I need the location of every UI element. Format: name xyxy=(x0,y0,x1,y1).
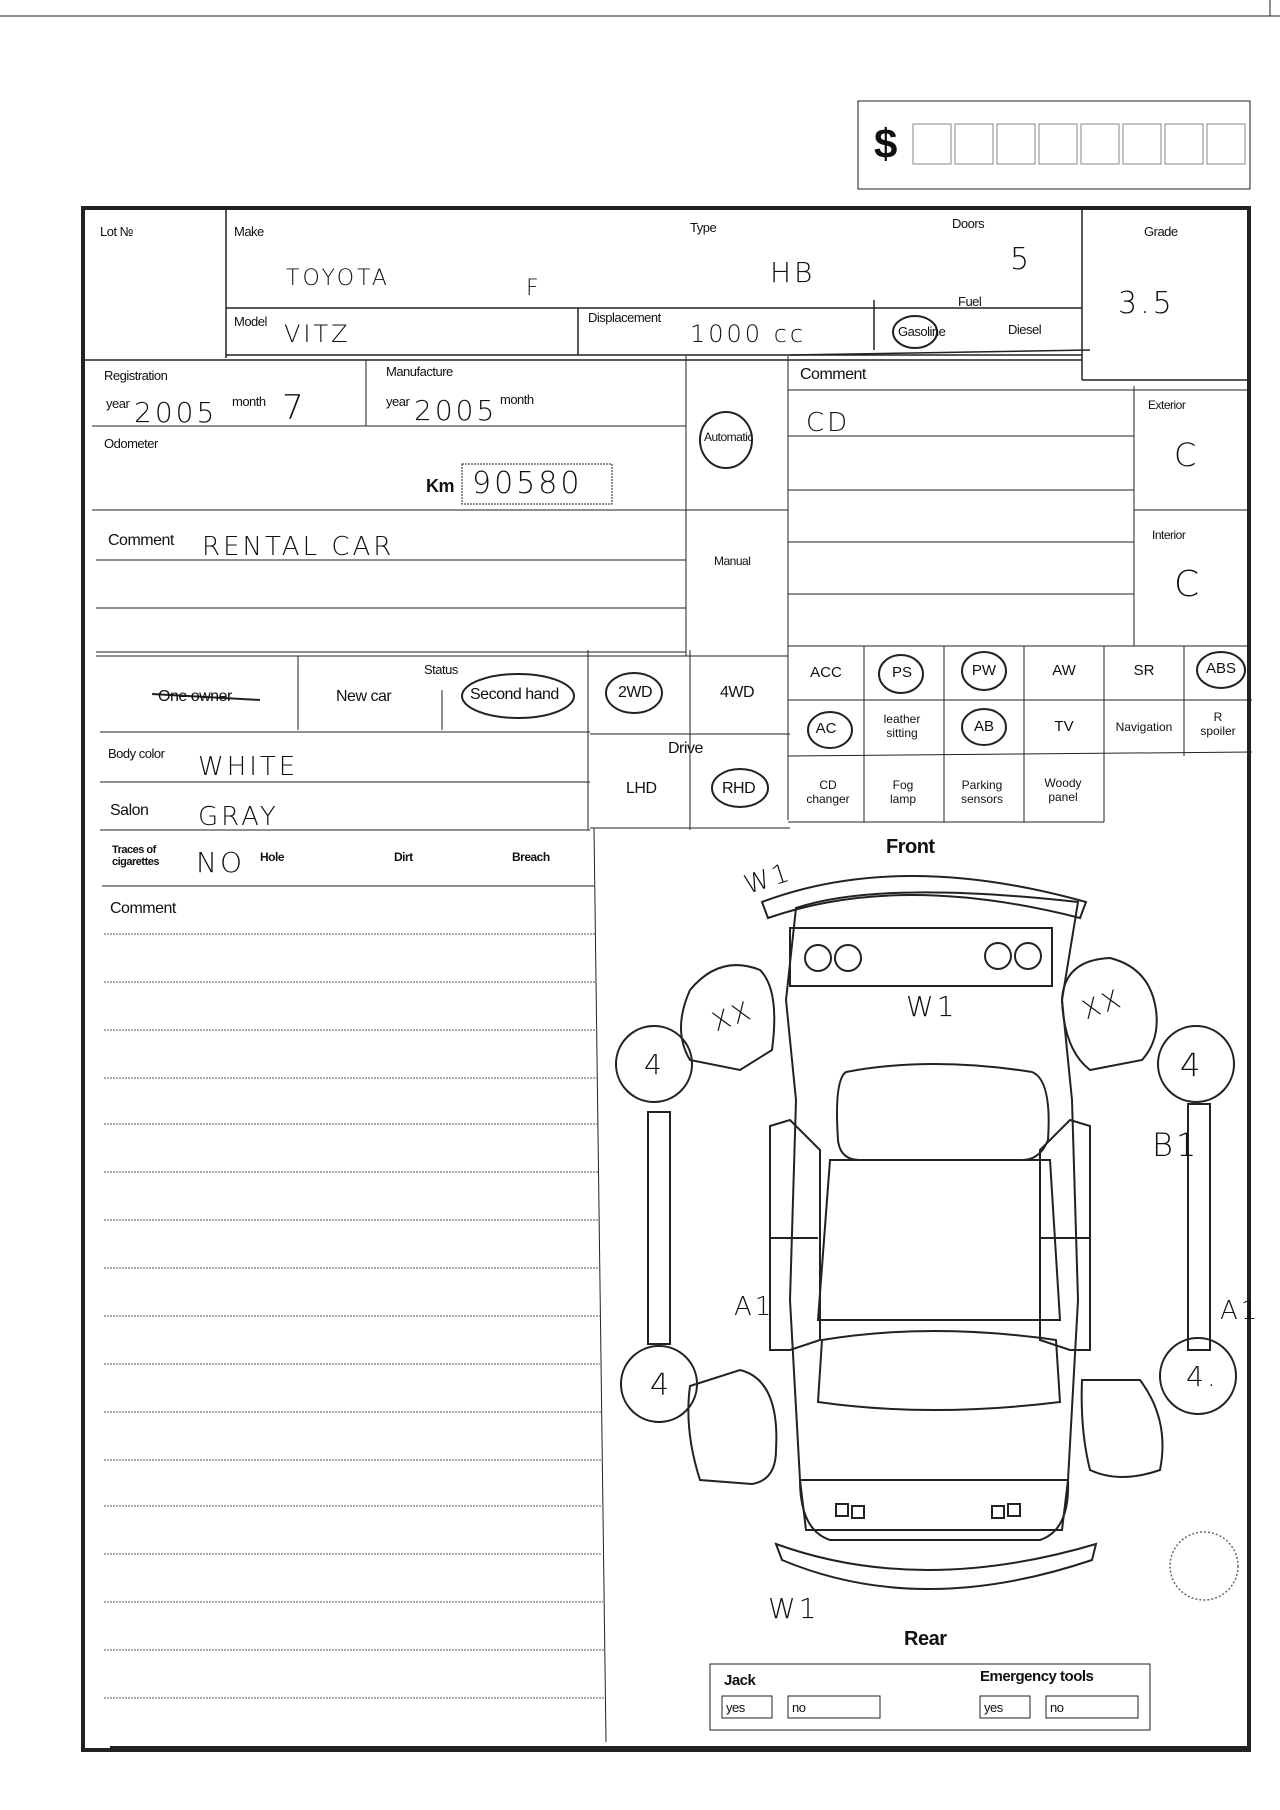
price-input[interactable] xyxy=(913,124,1245,164)
grade-value: 3.5 xyxy=(1118,286,1175,321)
odometer-label: Odometer xyxy=(104,436,158,451)
right-side-mark: B1 xyxy=(1152,1126,1200,1164)
comment-right-value: CD xyxy=(806,408,851,438)
hood-mark: W1 xyxy=(906,990,958,1023)
left-rocker-mark: A1 xyxy=(734,1292,775,1322)
drive-label: Drive xyxy=(668,740,703,757)
leather-option[interactable]: leather sitting xyxy=(883,712,921,740)
currency-symbol: $ xyxy=(874,120,898,167)
body-color-value: WHITE xyxy=(198,752,299,782)
type-value: HB xyxy=(770,256,816,289)
manual-option[interactable]: Manual xyxy=(714,554,751,568)
two-wd-option[interactable]: 2WD xyxy=(618,684,653,701)
r-spoiler-option[interactable]: R spoiler xyxy=(1200,710,1236,738)
fuel-label: Fuel xyxy=(958,294,982,309)
comment-right-label: Comment xyxy=(800,366,866,383)
pw-option[interactable]: PW xyxy=(971,662,997,679)
ac-option[interactable]: AC xyxy=(815,720,837,737)
ab-option[interactable]: AB xyxy=(973,718,994,735)
make-extra: F xyxy=(526,276,542,301)
sr-option[interactable]: SR xyxy=(1133,662,1155,679)
exterior-value: C xyxy=(1174,436,1200,474)
front-label: Front xyxy=(886,836,935,858)
cd-changer-option[interactable]: CD changer xyxy=(806,778,850,806)
jack-label: Jack xyxy=(724,1672,756,1689)
rear-bumper-mark: W1 xyxy=(768,1592,820,1625)
man-year-value: 2005 xyxy=(414,394,498,427)
make-value: TOYOTA xyxy=(286,266,390,291)
dirt-label: Dirt xyxy=(394,850,413,864)
lot-no-label: Lot № xyxy=(100,224,134,239)
acc-option[interactable]: ACC xyxy=(810,664,842,681)
right-rear-tire-mark: 4. xyxy=(1186,1360,1219,1393)
tv-option[interactable]: TV xyxy=(1054,718,1074,735)
comment-lower-label: Comment xyxy=(110,900,176,917)
reg-year-label: year xyxy=(106,396,130,411)
emergency-yes-option[interactable]: yes xyxy=(984,1700,1003,1715)
abs-option[interactable]: ABS xyxy=(1205,660,1236,677)
rear-label: Rear xyxy=(904,1628,947,1650)
traces-value: NO xyxy=(196,846,245,879)
hole-label: Hole xyxy=(260,850,285,864)
registration-label: Registration xyxy=(104,368,168,383)
four-wd-option[interactable]: 4WD xyxy=(720,684,755,701)
emergency-no-option[interactable]: no xyxy=(1050,1700,1064,1715)
one-owner-option[interactable]: One owner xyxy=(158,688,232,705)
navigation-option[interactable]: Navigation xyxy=(1115,720,1173,734)
type-label: Type xyxy=(690,220,717,235)
doors-value: 5 xyxy=(1010,242,1033,277)
left-front-tire-mark: 4 xyxy=(644,1048,665,1081)
make-label: Make xyxy=(234,224,264,239)
reg-month-label: month xyxy=(232,394,266,409)
salon-value: GRAY xyxy=(198,802,279,832)
salon-label: Salon xyxy=(110,802,149,819)
second-hand-option[interactable]: Second hand xyxy=(470,686,559,703)
km-label: Km xyxy=(426,476,455,496)
woody-panel-option[interactable]: Woody panel xyxy=(1044,776,1082,804)
front-bumper-mark: W1 xyxy=(740,857,796,901)
man-month-label: month xyxy=(500,392,534,407)
right-rocker-mark: A1 xyxy=(1220,1296,1261,1326)
jack-yes-option[interactable]: yes xyxy=(726,1700,745,1715)
man-year-label: year xyxy=(386,394,410,409)
body-color-label: Body color xyxy=(108,746,165,761)
model-label: Model xyxy=(234,314,267,329)
interior-label: Interior xyxy=(1152,528,1186,542)
right-front-fender-mark: XX xyxy=(1078,983,1128,1027)
jack-no-option[interactable]: no xyxy=(792,1700,806,1715)
diesel-label: Diesel xyxy=(1008,322,1042,337)
interior-value: C xyxy=(1174,564,1203,605)
right-front-tire-mark: 4 xyxy=(1180,1046,1204,1084)
fog-lamp-option[interactable]: Fog lamp xyxy=(889,778,916,806)
traces-label: Traces of cigarettes xyxy=(112,844,159,868)
left-rear-tire-mark: 4 xyxy=(650,1368,673,1403)
left-front-fender-mark: XX xyxy=(708,995,758,1039)
automatic-option[interactable]: Automatic xyxy=(704,430,753,444)
comment-label: Comment xyxy=(108,532,174,549)
doors-label: Doors xyxy=(952,216,985,231)
breach-label: Breach xyxy=(512,850,550,864)
aw-option[interactable]: AW xyxy=(1052,662,1076,679)
status-label: Status xyxy=(424,662,458,677)
grade-label: Grade xyxy=(1144,224,1178,239)
model-value: VITZ xyxy=(284,320,351,348)
ps-option[interactable]: PS xyxy=(891,664,912,681)
displacement-value: 1000 cc xyxy=(690,320,807,348)
lhd-option[interactable]: LHD xyxy=(626,780,657,797)
parking-sensors-option[interactable]: Parking sensors xyxy=(960,778,1004,806)
odometer-value[interactable]: 90580 xyxy=(472,466,583,501)
rhd-option[interactable]: RHD xyxy=(722,780,756,797)
new-car-option[interactable]: New car xyxy=(336,688,392,705)
reg-year-value: 2005 xyxy=(134,396,218,429)
emergency-tools-label: Emergency tools xyxy=(980,1668,1094,1685)
exterior-label: Exterior xyxy=(1148,398,1186,412)
reg-month-value: 7 xyxy=(282,388,307,428)
gasoline-label: Gasoline xyxy=(898,324,946,339)
displacement-label: Displacement xyxy=(588,310,661,325)
manufacture-label: Manufacture xyxy=(386,364,453,379)
comment-value: RENTAL CAR xyxy=(202,532,395,562)
